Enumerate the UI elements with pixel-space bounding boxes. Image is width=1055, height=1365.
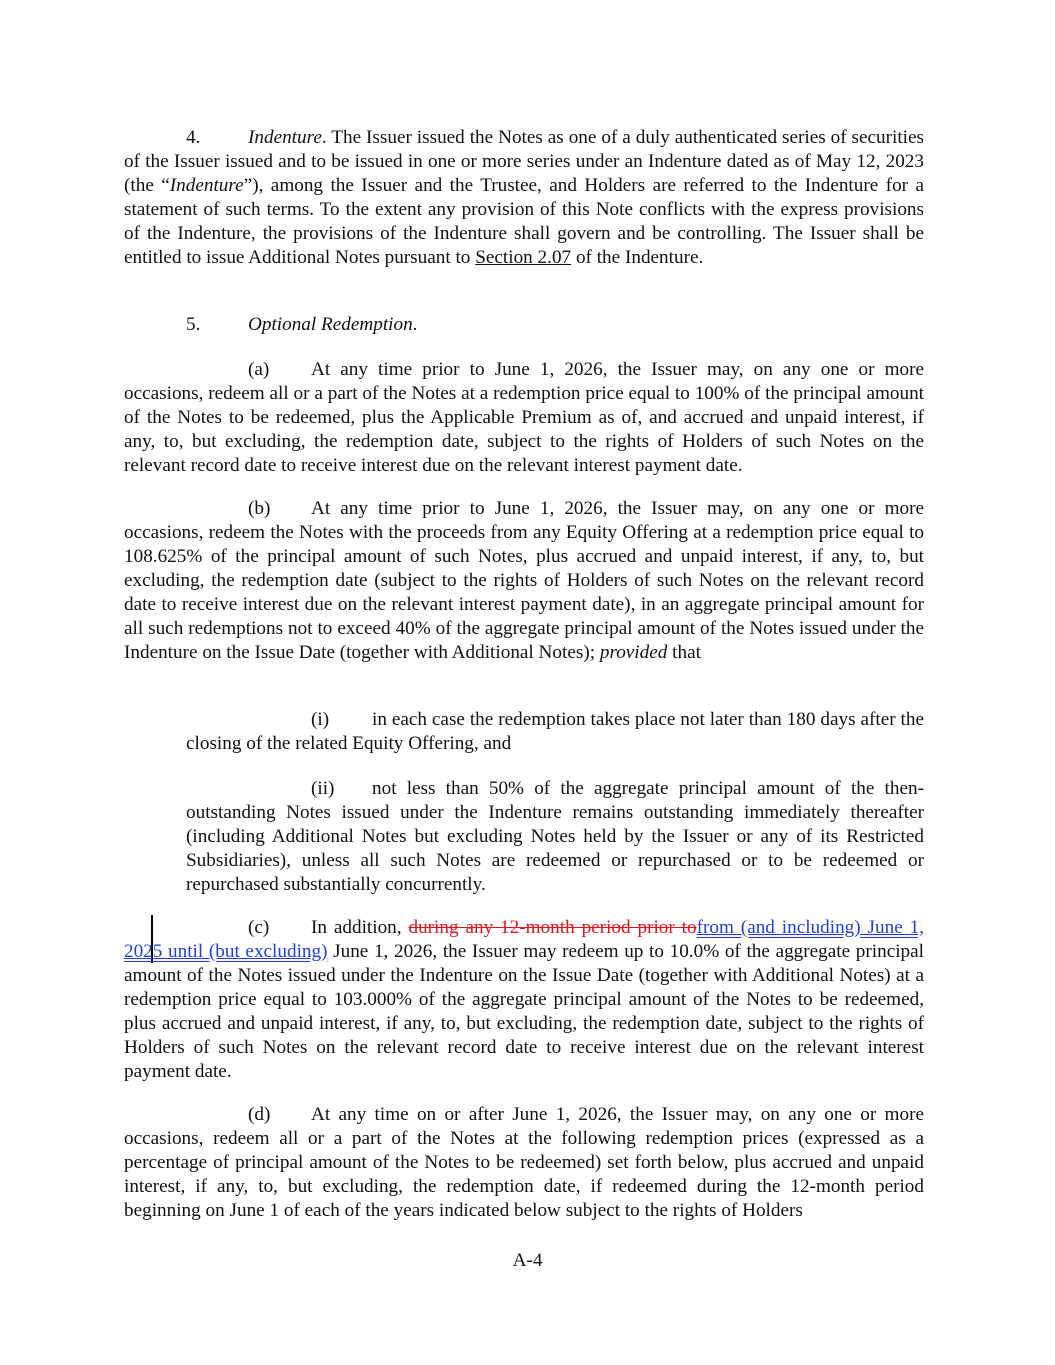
paragraph-c bbox=[124, 916, 924, 1084]
paragraph-label: (a) bbox=[248, 359, 270, 380]
text: ”), among the Issuer and the Trustee, and Holders are referred to the Indenture for a statement of such terms. To the extent any provision of this Note conflicts with the express provisions of the Indenture, the provisions of the Indenture shall govern and be controlling. The Issuer shall be entitled to issue Additional Notes pursuant to bbox=[124, 175, 924, 268]
text: At any time prior to June 1, 2026, the Issuer may, on any one or more occasions, redeem all or a part of the Notes at a redemption price equal to 100% of the principal amount of the Notes to be redeemed, plus the Applicable Premium as of, and accrued and unpaid interest, if any, to, but excluding, the redemption date, subject to the rights of Holders of such Notes on the relevant record date to receive interest due on the relevant interest payment date. bbox=[124, 359, 924, 476]
clause-label: (ii) bbox=[311, 778, 335, 799]
paragraph-label: (b) bbox=[248, 498, 271, 519]
section-title: Indenture bbox=[248, 127, 322, 148]
section-4-indenture bbox=[124, 126, 924, 270]
inserted-text: from (and including) June 1, 2025 until (but excluding) bbox=[124, 917, 925, 962]
text: June 1, 2026, the Issuer may redeem up to 10.0% of the aggregate principal amount of the Notes issued under the Indenture on the Issue Date (together with Additional Notes) at a redemption price equal to 103.000% of the aggregate principal amount of the Notes to be redeemed, plus accrued and unpaid interest, if any, to, but excluding, the redemption date, subject to the rights of Holders of such Notes on the relevant record date to receive interest due on the relevant interest payment date. bbox=[124, 941, 924, 1082]
paragraph-label: (d) bbox=[248, 1104, 271, 1125]
text: At any time prior to June 1, 2026, the Issuer may, on any one or more occasions, redeem the Notes with the proceeds from any Equity Offering at a redemption price equal to 108.625% of the principal amount of such Notes, plus accrued and unpaid interest, if any, to, but excluding, the redemption date (subject to the rights of Holders of such Notes on the relevant record date to receive interest due on the relevant interest payment date), in an aggregate principal amount for all such redemptions not to exceed 40% of the aggregate principal amount of the Notes issued under the Indenture on the Issue Date (together with Additional Notes); bbox=[124, 498, 924, 663]
page-number: A-4 bbox=[512, 1250, 543, 1271]
deleted-text: during any 12-month period prior to bbox=[408, 917, 697, 938]
section-title: Optional Redemption bbox=[248, 314, 413, 335]
text: In addition, bbox=[311, 917, 409, 938]
provided-term: provided bbox=[599, 642, 668, 663]
paragraph-a bbox=[124, 358, 924, 478]
section-reference: Section 2.07 bbox=[475, 247, 572, 268]
text: . The Issuer issued the Notes as one of a duly authenticated series of securities of the Issuer issued and to be issued in one or more series under an Indenture dated as of May 12, 2023 (the “ bbox=[124, 127, 924, 196]
section-number: 5. bbox=[186, 314, 201, 335]
text: . bbox=[412, 314, 418, 335]
paragraph-b bbox=[124, 497, 924, 665]
text: of the Indenture. bbox=[571, 247, 704, 268]
defined-term: Indenture bbox=[169, 175, 244, 196]
text: not less than 50% of the aggregate principal amount of the then-outstanding Notes issued under the Indenture remains outstanding immediately thereafter (including Additional Notes but excluding Notes held by the Issuer or any of its Restricted Subsidiaries), unless all such Notes are redeemed or repurchased or to be redeemed or repurchased substantially concurrently. bbox=[186, 778, 924, 895]
clause-i bbox=[186, 708, 924, 756]
clause-ii bbox=[186, 777, 924, 897]
text: that bbox=[667, 642, 701, 663]
text: in each case the redemption takes place not later than 180 days after the closing of the related Equity Offering, and bbox=[186, 709, 924, 754]
clause-label: (i) bbox=[311, 709, 330, 730]
section-5-heading bbox=[124, 313, 924, 337]
text: At any time on or after June 1, 2026, the Issuer may, on any one or more occasions, redeem all or a part of the Notes at the following redemption prices (expressed as a percentage of principal amount of the Notes to be redeemed) set forth below, plus accrued and unpaid interest, if any, to, but excluding, the redemption date, if redeemed during the 12-month period beginning on June 1 of each of the years indicated below subject to the rights of Holders bbox=[124, 1104, 924, 1221]
paragraph-label: (c) bbox=[248, 917, 270, 938]
paragraph-d bbox=[124, 1103, 924, 1223]
section-number: 4. bbox=[186, 127, 201, 148]
